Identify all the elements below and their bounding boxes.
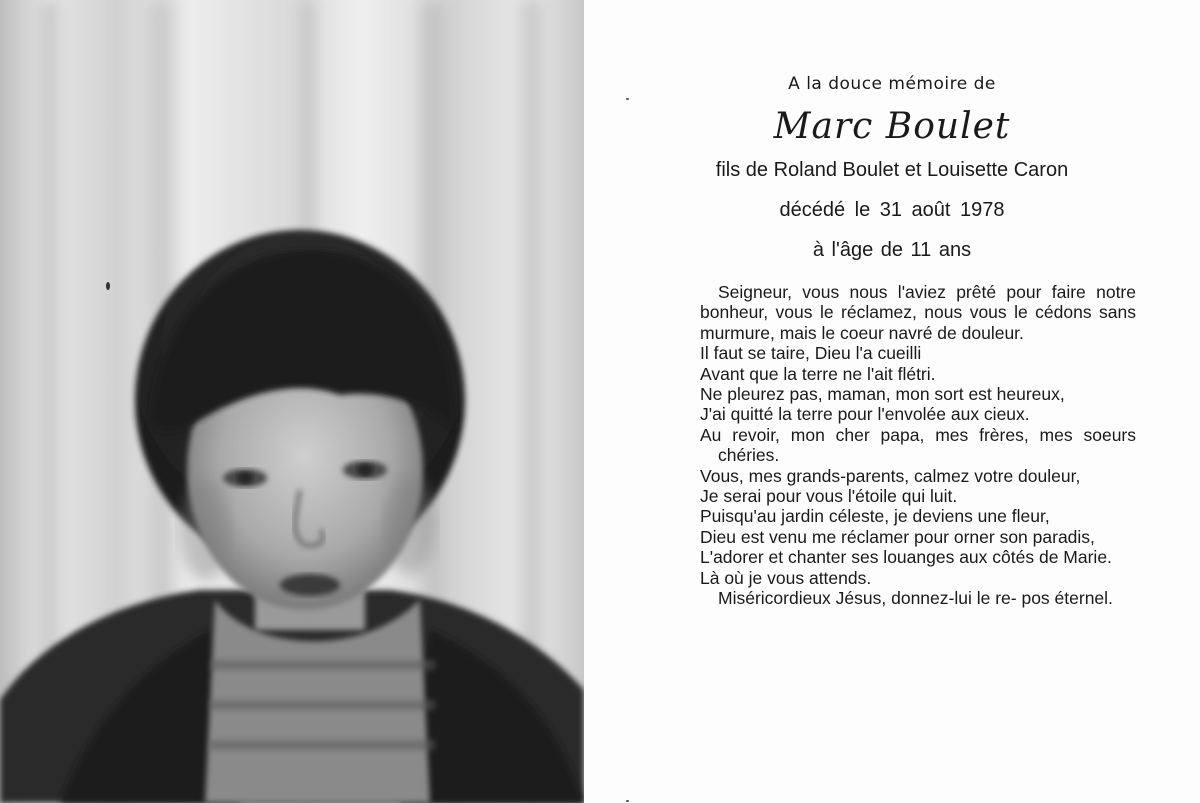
intro-line: A la douce mémoire de	[788, 74, 996, 94]
poem-closing: Miséricordieux Jésus, donnez-lui le re- pos éternel.	[718, 588, 1113, 609]
poem-line: Je serai pour vous l'étoile qui luit.	[700, 486, 958, 507]
print-speck	[626, 98, 629, 100]
poem-verse: Au revoir, mon cher papa, mes frères, mes soeurs chéries.	[700, 424, 1136, 466]
print-speck	[626, 800, 629, 802]
deceased-name: Marc Boulet	[773, 106, 1011, 147]
poem-verse: Ne pleurez pas, maman, mon sort est heureux,	[700, 384, 1065, 405]
poem-verse: J'ai quitté la terre pour l'envolée aux cieux.	[700, 404, 1030, 425]
poem-verse: Vous, mes grands-parents, calmez votre douleur,	[700, 465, 1081, 486]
poem-line: Il faut se taire, Dieu l'a cueilli	[700, 343, 922, 364]
age-line: à l'âge de 11 ans	[812, 239, 972, 261]
poem	[700, 282, 1136, 609]
poem-verse: Puisqu'au jardin céleste, je deviens une fleur,	[700, 506, 1050, 527]
poem-verse: L'adorer et chanter ses louanges aux côtés de Marie.	[700, 547, 1112, 568]
death-date: décédé le 31 août 1978	[779, 199, 1005, 221]
portrait-photo	[0, 0, 584, 803]
poem-line: Là où je vous attends.	[700, 567, 872, 588]
poem-verse: Dieu est venu me réclamer pour orner son paradis,	[700, 526, 1095, 547]
memorial-text	[584, 0, 1200, 803]
poem-stanza: Seigneur, vous nous l'aviez prêté pour faire notre bonheur, vous le réclamez, nous vous le cédons sans murmure, mais le coeur navré de douleur.	[700, 282, 1136, 343]
parents-line: fils de Roland Boulet et Louisette Caron	[715, 159, 1069, 181]
poem-line: Avant que la terre ne l'ait flétri.	[700, 363, 936, 384]
